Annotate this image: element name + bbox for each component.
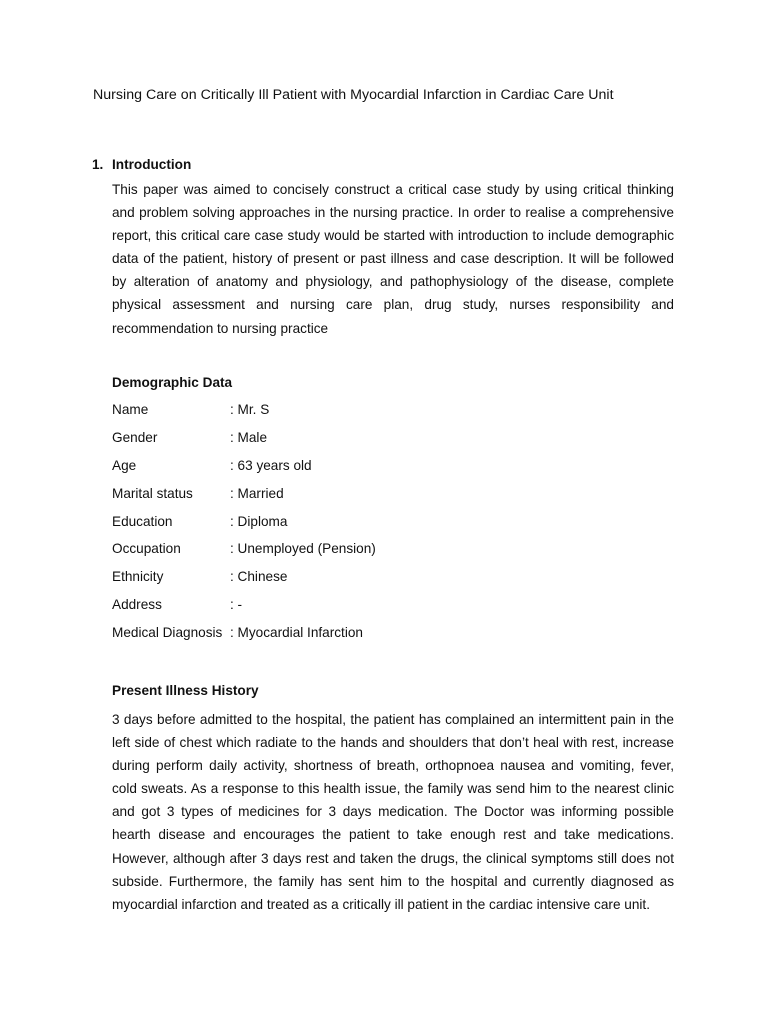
present-illness-history-heading: Present Illness History <box>112 683 259 698</box>
demographic-label: Name <box>112 402 149 417</box>
section-title: Introduction <box>112 157 192 172</box>
section-number: 1. <box>92 157 104 172</box>
demographic-row <box>112 486 376 514</box>
demographic-label: Gender <box>112 429 158 445</box>
demographic-value: : - <box>230 597 243 613</box>
demographic-value: : 63 years old <box>230 457 312 473</box>
demographic-row <box>112 541 376 569</box>
demographic-row <box>112 569 376 597</box>
present-illness-paragraph: 3 days before admitted to the hospital, the patient has complained an intermittent pain in the left side of chest which radiate to the hands and shoulders that don’t heal with rest, increase during perform daily activity, shortness of breath, orthopnoea nausea and vomiting, fever, cold sweats. As a response to this health issue, the family was send him to the nearest clinic and got 3 types of medicines for 3 days medication. The Doctor was informing possible hearth disease and encourages the patient to take enough rest and take medications. However, although after 3 days rest and taken the drugs, the clinical symptoms still does not subside. Furthermore, the family has sent him to the hospital and currently diagnosed as myocardial infarction and treated as a critically ill patient in the cardiac intensive care unit. <box>112 712 674 912</box>
demographic-value: : Diploma <box>230 513 288 529</box>
demographic-row <box>112 514 376 542</box>
demographic-data-table <box>112 402 376 653</box>
demographic-label: Ethnicity <box>112 569 164 585</box>
demographic-label: Education <box>112 513 173 529</box>
demographic-row <box>112 597 376 625</box>
demographic-row <box>112 430 376 458</box>
demographic-label: Occupation <box>112 541 181 557</box>
demographic-value: : Male <box>230 429 268 445</box>
demographic-value: : Mr. S <box>230 402 270 417</box>
demographic-label: Address <box>112 597 162 613</box>
demographic-data-heading: Demographic Data <box>112 375 233 390</box>
demographic-value: : Chinese <box>230 569 288 585</box>
demographic-value: : Unemployed (Pension) <box>230 541 376 557</box>
demographic-label: Medical Diagnosis <box>112 625 223 641</box>
demographic-row <box>112 625 376 653</box>
demographic-row <box>112 402 376 430</box>
demographic-label: Marital status <box>112 485 193 501</box>
document-title: Nursing Care on Critically Ill Patient with Myocardial Infarction in Cardiac Care Unit <box>93 87 614 103</box>
demographic-value: : Myocardial Infarction <box>230 625 363 641</box>
demographic-label: Age <box>112 457 137 473</box>
demographic-value: : Married <box>230 485 284 501</box>
demographic-row <box>112 458 376 486</box>
section-heading-introduction <box>92 157 191 172</box>
introduction-paragraph: This paper was aimed to concisely construct a critical case study by using critical thinking and problem solving approaches in the nursing practice. In order to realise a comprehensive report, this critical care case study would be started with introduction to include demographic data of the patient, history of present or past illness and case description. It will be followed by alteration of anatomy and physiology, and pathophysiology of the disease, complete physical assessment and nursing care plan, drug study, nurses responsibility and recommendation to nursing practice <box>112 182 674 336</box>
